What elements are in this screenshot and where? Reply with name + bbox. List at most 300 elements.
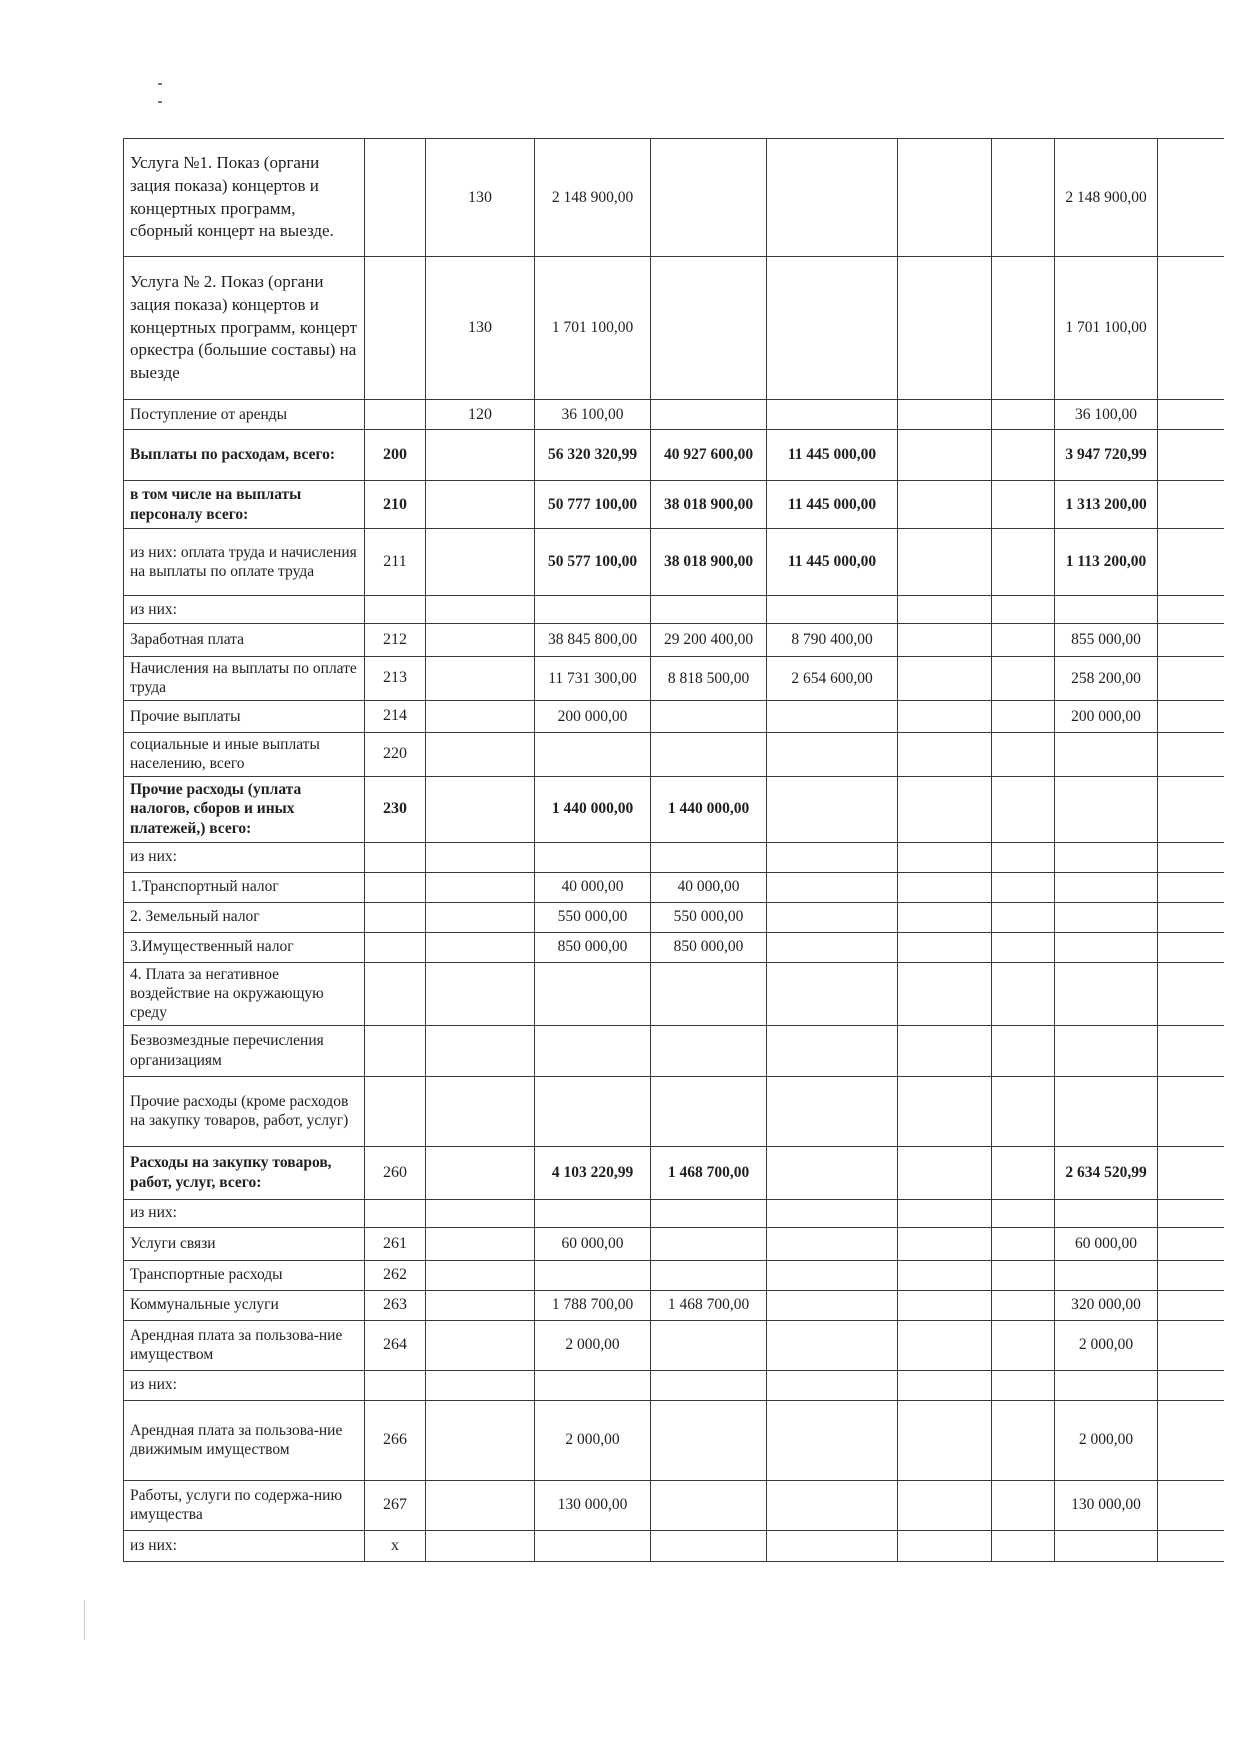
row-name-cell: из них: оплата труда и начисления на выплаты по оплате труда [124,529,365,596]
total-cell: 200 000,00 [535,700,651,732]
trailing-cell [1158,700,1224,732]
col5-cell: 320 000,00 [1055,1290,1158,1320]
trailing-cell [1158,872,1224,902]
col2-cell [767,1076,898,1146]
row-name-cell: 3.Имущественный налог [124,932,365,962]
col1-cell: 850 000,00 [651,932,767,962]
table-row [124,842,1224,872]
col5-cell: 36 100,00 [1055,400,1158,430]
col4-cell [992,932,1055,962]
col3-cell [898,842,992,872]
row-code-cell: 261 [365,1227,426,1260]
col2-cell [767,1199,898,1227]
col2-cell [767,902,898,932]
row-name-cell: из них: [124,842,365,872]
col5-cell [1055,1530,1158,1561]
total-cell [535,962,651,1025]
total-cell: 4 103 220,99 [535,1146,651,1199]
row-name-cell: Транспортные расходы [124,1260,365,1290]
table-row [124,700,1224,732]
col3-cell [898,596,992,624]
trailing-cell [1158,932,1224,962]
col4-cell [992,1290,1055,1320]
trailing-cell [1158,962,1224,1025]
col4-cell [992,430,1055,481]
kosgu-cell [426,1290,535,1320]
col2-cell [767,1530,898,1561]
col2-cell [767,257,898,400]
kosgu-cell [426,481,535,529]
col4-cell [992,139,1055,257]
trailing-cell [1158,1199,1224,1227]
row-code-cell: 220 [365,732,426,776]
table-row [124,732,1224,776]
row-code-cell [365,1199,426,1227]
row-name-cell: Услуги связи [124,1227,365,1260]
col2-cell [767,932,898,962]
col4-cell [992,1227,1055,1260]
row-code-cell: 266 [365,1400,426,1480]
kosgu-cell: 130 [426,139,535,257]
col4-cell [992,257,1055,400]
total-cell: 40 000,00 [535,872,651,902]
col2-cell [767,1146,898,1199]
total-cell: 1 701 100,00 [535,257,651,400]
trailing-cell [1158,1480,1224,1530]
col2-cell [767,1290,898,1320]
col4-cell [992,657,1055,701]
row-name-cell: 1.Транспортный налог [124,872,365,902]
col3-cell [898,1480,992,1530]
col1-cell: 40 000,00 [651,872,767,902]
col4-cell [992,1400,1055,1480]
col2-cell: 11 445 000,00 [767,481,898,529]
col5-cell [1055,902,1158,932]
col5-cell: 1 701 100,00 [1055,257,1158,400]
col3-cell [898,481,992,529]
col3-cell [898,902,992,932]
total-cell: 56 320 320,99 [535,430,651,481]
kosgu-cell [426,1025,535,1076]
col1-cell [651,1370,767,1400]
trailing-cell [1158,1290,1224,1320]
col5-cell: 1 113 200,00 [1055,529,1158,596]
total-cell: 60 000,00 [535,1227,651,1260]
col3-cell [898,932,992,962]
trailing-cell [1158,1146,1224,1199]
col5-cell [1055,1076,1158,1146]
col2-cell [767,596,898,624]
col3-cell [898,1530,992,1561]
col1-cell [651,1480,767,1530]
col3-cell [898,1227,992,1260]
kosgu-cell [426,1370,535,1400]
table-row [124,596,1224,624]
col1-cell: 1 440 000,00 [651,776,767,842]
col3-cell [898,962,992,1025]
row-name-cell: из них: [124,1530,365,1561]
table-row [124,481,1224,529]
table-row [124,872,1224,902]
total-cell [535,1199,651,1227]
col1-cell [651,1320,767,1370]
col4-cell [992,962,1055,1025]
col3-cell [898,732,992,776]
kosgu-cell [426,732,535,776]
col5-cell [1055,776,1158,842]
col2-cell: 11 445 000,00 [767,529,898,596]
trailing-cell [1158,400,1224,430]
row-code-cell: 262 [365,1260,426,1290]
kosgu-cell [426,842,535,872]
col5-cell [1055,596,1158,624]
col1-cell [651,1199,767,1227]
total-cell [535,1530,651,1561]
col2-cell [767,732,898,776]
col5-cell: 130 000,00 [1055,1480,1158,1530]
col2-cell [767,842,898,872]
col3-cell [898,657,992,701]
kosgu-cell [426,1530,535,1561]
table-row [124,1199,1224,1227]
table-row [124,902,1224,932]
row-name-cell: социальные и иные выплаты населению, всего [124,732,365,776]
trailing-cell [1158,842,1224,872]
trailing-cell [1158,1260,1224,1290]
col4-cell [992,624,1055,657]
col2-cell: 11 445 000,00 [767,430,898,481]
row-code-cell [365,139,426,257]
col3-cell [898,430,992,481]
col1-cell [651,1227,767,1260]
col4-cell [992,1260,1055,1290]
financial-plan-table [123,138,1224,1562]
col5-cell [1055,1025,1158,1076]
total-cell: 50 577 100,00 [535,529,651,596]
row-name-cell: из них: [124,1199,365,1227]
col5-cell: 1 313 200,00 [1055,481,1158,529]
table-row [124,257,1224,400]
col1-cell [651,1025,767,1076]
row-name-cell: Начисления на выплаты по оплате труда [124,657,365,701]
col2-cell [767,1227,898,1260]
table-row [124,1290,1224,1320]
col3-cell [898,1320,992,1370]
col3-cell [898,139,992,257]
row-code-cell [365,1076,426,1146]
total-cell: 50 777 100,00 [535,481,651,529]
total-cell: 850 000,00 [535,932,651,962]
kosgu-cell [426,657,535,701]
table-row [124,1146,1224,1199]
row-name-cell: из них: [124,596,365,624]
col5-cell [1055,932,1158,962]
row-code-cell: 214 [365,700,426,732]
row-name-cell: Поступление от аренды [124,400,365,430]
kosgu-cell [426,1227,535,1260]
col4-cell [992,776,1055,842]
kosgu-cell [426,624,535,657]
total-cell: 1 788 700,00 [535,1290,651,1320]
col4-cell [992,400,1055,430]
col1-cell [651,1076,767,1146]
col2-cell [767,1025,898,1076]
col5-cell: 2 000,00 [1055,1320,1158,1370]
table-row [124,1260,1224,1290]
trailing-cell [1158,596,1224,624]
trailing-cell [1158,902,1224,932]
total-cell [535,842,651,872]
kosgu-cell: 120 [426,400,535,430]
kosgu-cell [426,962,535,1025]
trailing-cell [1158,1076,1224,1146]
col4-cell [992,842,1055,872]
col1-cell: 29 200 400,00 [651,624,767,657]
row-name-cell: Работы, услуги по содержа-нию имущества [124,1480,365,1530]
table-row [124,529,1224,596]
total-cell: 2 000,00 [535,1400,651,1480]
row-name-cell: Услуга №1. Показ (органи зация показа) концертов и концертных программ, сборный концерт на выезде. [124,139,365,257]
col5-cell: 200 000,00 [1055,700,1158,732]
row-code-cell: 211 [365,529,426,596]
table-row [124,962,1224,1025]
col5-cell: 2 000,00 [1055,1400,1158,1480]
total-cell [535,732,651,776]
col1-cell [651,596,767,624]
row-code-cell: 260 [365,1146,426,1199]
col5-cell [1055,732,1158,776]
col1-cell [651,1260,767,1290]
kosgu-cell [426,1146,535,1199]
trailing-cell [1158,257,1224,400]
col1-cell: 40 927 600,00 [651,430,767,481]
kosgu-cell [426,932,535,962]
col3-cell [898,529,992,596]
table-row [124,1025,1224,1076]
row-code-cell: 213 [365,657,426,701]
col4-cell [992,902,1055,932]
row-code-cell [365,257,426,400]
col5-cell [1055,1199,1158,1227]
trailing-cell [1158,1530,1224,1561]
total-cell: 11 731 300,00 [535,657,651,701]
col2-cell: 2 654 600,00 [767,657,898,701]
table-row [124,1370,1224,1400]
row-code-cell [365,1370,426,1400]
kosgu-cell [426,1320,535,1370]
col2-cell [767,700,898,732]
trailing-cell [1158,481,1224,529]
col2-cell [767,962,898,1025]
total-cell: 38 845 800,00 [535,624,651,657]
total-cell: 2 148 900,00 [535,139,651,257]
col3-cell [898,1199,992,1227]
col5-cell: 2 634 520,99 [1055,1146,1158,1199]
row-code-cell [365,1025,426,1076]
col1-cell [651,732,767,776]
kosgu-cell [426,1199,535,1227]
trailing-cell [1158,1320,1224,1370]
col5-cell: 855 000,00 [1055,624,1158,657]
total-cell: 2 000,00 [535,1320,651,1370]
row-code-cell [365,596,426,624]
col2-cell [767,1480,898,1530]
trailing-cell [1158,139,1224,257]
col1-cell: 38 018 900,00 [651,481,767,529]
col1-cell: 38 018 900,00 [651,529,767,596]
row-code-cell [365,400,426,430]
total-cell [535,596,651,624]
row-code-cell: x [365,1530,426,1561]
col4-cell [992,481,1055,529]
row-code-cell [365,902,426,932]
kosgu-cell [426,529,535,596]
row-name-cell: Арендная плата за пользова-ние движимым имуществом [124,1400,365,1480]
kosgu-cell [426,700,535,732]
row-code-cell [365,872,426,902]
col1-cell [651,700,767,732]
total-cell [535,1076,651,1146]
trailing-cell [1158,776,1224,842]
row-code-cell: 267 [365,1480,426,1530]
col1-cell [651,1530,767,1561]
col1-cell: 550 000,00 [651,902,767,932]
col2-cell [767,139,898,257]
col5-cell [1055,1370,1158,1400]
col5-cell [1055,962,1158,1025]
trailing-cell [1158,1370,1224,1400]
total-cell [535,1370,651,1400]
row-name-cell: 2. Земельный налог [124,902,365,932]
row-name-cell: Выплаты по расходам, всего: [124,430,365,481]
row-name-cell: из них: [124,1370,365,1400]
col4-cell [992,1076,1055,1146]
col4-cell [992,1025,1055,1076]
table-row [124,1480,1224,1530]
col5-cell: 258 200,00 [1055,657,1158,701]
row-name-cell: Расходы на закупку товаров, работ, услуг, всего: [124,1146,365,1199]
table-row [124,657,1224,701]
table-row [124,430,1224,481]
col3-cell [898,624,992,657]
trailing-cell [1158,529,1224,596]
col4-cell [992,872,1055,902]
col3-cell [898,1400,992,1480]
kosgu-cell [426,1480,535,1530]
row-name-cell: 4. Плата за негативное воздействие на окружающую среду [124,962,365,1025]
trailing-cell [1158,1400,1224,1480]
table-row [124,932,1224,962]
col4-cell [992,1480,1055,1530]
col2-cell [767,400,898,430]
col3-cell [898,1076,992,1146]
scan-speck [158,72,168,76]
col1-cell [651,139,767,257]
row-code-cell [365,962,426,1025]
col1-cell: 1 468 700,00 [651,1290,767,1320]
col3-cell [898,400,992,430]
col1-cell [651,842,767,872]
col5-cell [1055,842,1158,872]
col5-cell: 2 148 900,00 [1055,139,1158,257]
col5-cell: 3 947 720,99 [1055,430,1158,481]
table-row [124,400,1224,430]
col1-cell [651,962,767,1025]
table-row [124,1076,1224,1146]
col1-cell [651,400,767,430]
row-code-cell: 230 [365,776,426,842]
row-name-cell: Услуга № 2. Показ (органи зация показа) концертов и концертных программ, концерт оркестра (большие составы) на выезде [124,257,365,400]
table-row [124,139,1224,257]
col4-cell [992,1530,1055,1561]
table-row [124,624,1224,657]
kosgu-cell [426,1260,535,1290]
row-code-cell [365,842,426,872]
kosgu-cell [426,596,535,624]
kosgu-cell: 130 [426,257,535,400]
row-name-cell: Безвозмездные перечисления организациям [124,1025,365,1076]
total-cell: 1 440 000,00 [535,776,651,842]
row-name-cell: Коммунальные услуги [124,1290,365,1320]
trailing-cell [1158,1227,1224,1260]
col4-cell [992,1370,1055,1400]
kosgu-cell [426,872,535,902]
col5-cell [1055,1260,1158,1290]
col4-cell [992,1320,1055,1370]
table-row [124,776,1224,842]
total-cell: 130 000,00 [535,1480,651,1530]
col4-cell [992,700,1055,732]
col5-cell: 60 000,00 [1055,1227,1158,1260]
col3-cell [898,700,992,732]
kosgu-cell [426,1400,535,1480]
col1-cell: 1 468 700,00 [651,1146,767,1199]
col2-cell [767,1400,898,1480]
table-body [124,139,1224,1562]
row-name-cell: Прочие расходы (кроме расходов на закупку товаров, работ, услуг) [124,1076,365,1146]
col1-cell [651,257,767,400]
trailing-cell [1158,624,1224,657]
col2-cell [767,872,898,902]
row-name-cell: Прочие выплаты [124,700,365,732]
col4-cell [992,732,1055,776]
row-code-cell: 200 [365,430,426,481]
kosgu-cell [426,902,535,932]
row-code-cell: 212 [365,624,426,657]
table-row [124,1400,1224,1480]
total-cell [535,1025,651,1076]
scan-margin-line [84,1600,85,1640]
row-code-cell [365,932,426,962]
col3-cell [898,1290,992,1320]
col5-cell [1055,872,1158,902]
total-cell: 36 100,00 [535,400,651,430]
col2-cell: 8 790 400,00 [767,624,898,657]
total-cell: 550 000,00 [535,902,651,932]
col3-cell [898,257,992,400]
trailing-cell [1158,1025,1224,1076]
col4-cell [992,1146,1055,1199]
row-code-cell: 264 [365,1320,426,1370]
row-name-cell: Прочие расходы (уплата налогов, сборов и иных платежей,) всего: [124,776,365,842]
row-name-cell: Арендная плата за пользова-ние имуществом [124,1320,365,1370]
col3-cell [898,872,992,902]
row-name-cell: Заработная плата [124,624,365,657]
total-cell [535,1260,651,1290]
trailing-cell [1158,732,1224,776]
col3-cell [898,776,992,842]
col4-cell [992,596,1055,624]
